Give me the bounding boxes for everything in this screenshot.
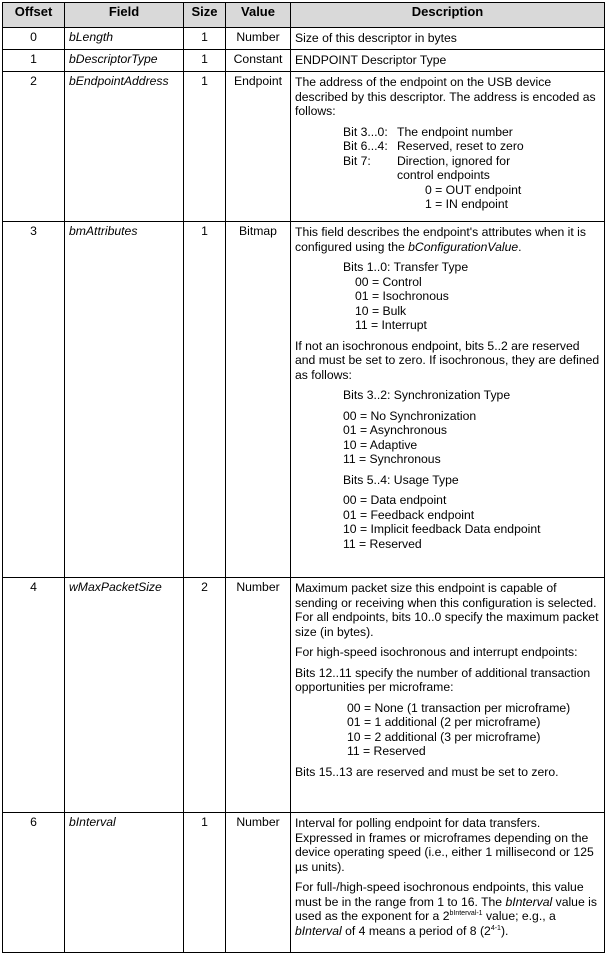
list-item: 00 = Control [355,274,422,289]
offset-cell: 3 [3,222,65,578]
bit-line: Bit 7: Direction, ignored for [343,153,511,168]
description-cell: ENDPOINT Descriptor Type [291,50,605,72]
size-cell: 1 [184,50,226,72]
description-cell [291,578,605,813]
field-cell: bmAttributes [65,222,184,578]
list-item: 01 = Isochronous [355,289,449,303]
offset-cell: 4 [3,578,65,813]
description-cell [291,72,605,222]
list-item: 10 = Implicit feedback Data endpoint [343,522,541,536]
high-speed-note: For high-speed isochronous and interrupt endpoints: [295,645,578,659]
list-item: 11 = Reserved [347,744,426,758]
endpoint-descriptor-table [2,2,605,953]
list-item: 10 = Adaptive [343,437,418,452]
list-item: 01 = Asynchronous [343,423,448,437]
description-cell [291,813,605,953]
field-cell: wMaxPacketSize [65,578,184,813]
list-item: 10 = 2 additional (3 per microframe) [347,729,541,744]
list-item: 00 = None (1 transaction per microframe) [347,700,571,715]
table-row [3,28,605,50]
value-cell: Number [226,28,291,50]
size-cell: 1 [184,813,226,953]
list-item: 01 = 1 additional (2 per microframe) [347,715,541,729]
sync-type-title: Bits 3..2: Synchronization Type [343,388,511,402]
table-row [3,72,605,222]
sync-type-block [295,388,600,467]
transaction-note: Bits 12..11 specify the number of additional transaction opportunities per microframe: [295,665,591,694]
table-row [3,50,605,72]
offset-cell: 0 [3,28,65,50]
value-cell: Number [226,813,291,953]
offset-cell: 1 [3,50,65,72]
header-row [3,3,605,28]
header-size: Size [184,3,226,28]
address-bit-list [295,125,600,212]
offset-cell: 6 [3,813,65,953]
offset-cell: 2 [3,72,65,222]
table-row [3,578,605,813]
description-cell [291,222,605,578]
size-cell: 2 [184,578,226,813]
packet-size-bits: For all endpoints, bits 10..0 specify the maximum packet size (in bytes). [295,610,599,639]
table-row [3,813,605,953]
list-item: 00 = No Synchronization [343,408,477,423]
reserved-note: Bits 15..13 are reserved and must be set to zero. [295,764,559,779]
field-cell: bEndpointAddress [65,72,184,222]
bit-line: Bit 6...4: Reserved, reset to zero [343,139,524,153]
list-item: 11 = Interrupt [355,318,427,332]
interval-intro: Interval for polling endpoint for data transfers. Expressed in frames or microframes depending on the device operating speed (i.e., either 1 millisecond or 125 µs units). [295,816,594,874]
size-cell: 1 [184,72,226,222]
address-intro: The address of the endpoint on the USB device described by this descriptor. The address is encoded as follows: [295,75,596,118]
size-cell: 1 [184,222,226,578]
isochronous-note: If not an isochronous endpoint, bits 5..2 are reserved and must be set to zero. If isochronous, they are defined as follows: [295,338,600,382]
field-cell: bDescriptorType [65,50,184,72]
transfer-type-block [295,260,600,333]
list-item: 11 = Synchronous [343,452,441,466]
header-description: Description [291,3,605,28]
attributes-intro: This field describes the endpoint's attributes when it is configured using the bConfigurationValue. [295,225,586,254]
field-cell: bInterval [65,813,184,953]
packet-size-intro: Maximum packet size this endpoint is capable of sending or receiving when this configuration is selected. [295,581,597,610]
value-cell: Number [226,578,291,813]
usage-type-block [295,473,600,552]
value-cell: Bitmap [226,222,291,578]
transfer-type-title: Bits 1..0: Transfer Type [343,260,469,274]
bit-line: control endpoints [397,168,490,182]
header-value: Value [226,3,291,28]
value-cell: Endpoint [226,72,291,222]
list-item: 01 = Feedback endpoint [343,507,475,522]
usage-type-title: Bits 5..4: Usage Type [343,472,459,487]
header-offset: Offset [3,3,65,28]
size-cell: 1 [184,28,226,50]
bit-line: Bit 3...0: The endpoint number [343,124,513,139]
description-cell: Size of this descriptor in bytes [291,28,605,50]
list-item: 10 = Bulk [355,303,407,318]
direction-line: 1 = IN endpoint [425,197,509,211]
transaction-list [295,701,600,759]
header-field: Field [65,3,184,28]
value-cell: Constant [226,50,291,72]
list-item: 00 = Data endpoint [343,493,447,507]
direction-line: 0 = OUT endpoint [425,182,522,197]
list-item: 11 = Reserved [343,536,422,551]
interval-range-note: For full-/high-speed isochronous endpoints, this value must be in the range from 1 to 16. The bInterval value is used as the exponent for a $2^{bInterval-1}$ value; e.g., a bInterval of 4 means a period of 8 (2$^{4-1}$). [295,880,597,938]
field-cell: bLength [65,28,184,50]
table-row [3,222,605,578]
